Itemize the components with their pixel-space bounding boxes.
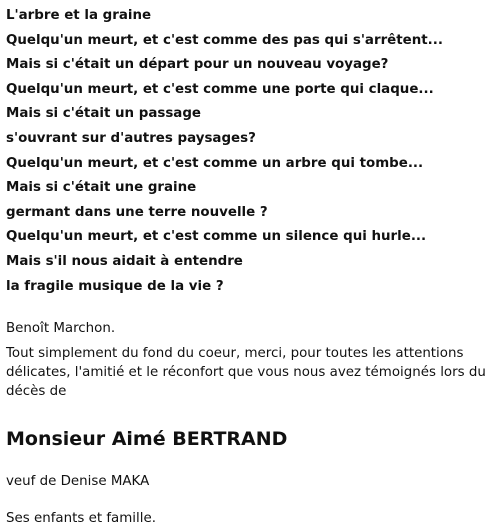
- poem-line: Mais si c'était un départ pour un nouveau voyage?: [6, 57, 389, 73]
- poem-line: Mais s'il nous aidait à entendre: [6, 253, 243, 269]
- poem-line: la fragile musique de la vie ?: [6, 278, 224, 294]
- poem-line: s'ouvrant sur d'autres paysages?: [6, 130, 256, 146]
- widow-line: veuf de Denise MAKA: [6, 474, 150, 490]
- poem: [6, 4, 494, 299]
- poem-line: Mais si c'était une graine: [6, 180, 197, 196]
- poem-line: germant dans une terre nouvelle ?: [6, 204, 268, 220]
- poem-line: Quelqu'un meurt, et c'est comme un arbre qui tombe...: [6, 155, 424, 171]
- poem-line: Quelqu'un meurt, et c'est comme une porte qui claque...: [6, 81, 434, 97]
- deceased-name: Monsieur Aimé BERTRAND: [6, 428, 288, 451]
- poem-line: Mais si c'était un passage: [6, 106, 202, 122]
- notice-page: [6, 4, 494, 528]
- poem-author: Benoît Marchon.: [6, 321, 116, 337]
- poem-line: L'arbre et la graine: [6, 8, 152, 23]
- poem-line: Quelqu'un meurt, et c'est comme un silence qui hurle...: [6, 229, 427, 245]
- family-signature: Ses enfants et famille.: [6, 511, 156, 527]
- thanks-message: Tout simplement du fond du coeur, merci, pour toutes les attentions délicates, l'amitié et le réconfort que vous nous avez témoignés lors du décès de: [6, 346, 486, 400]
- poem-line: Quelqu'un meurt, et c'est comme des pas qui s'arrêtent...: [6, 32, 443, 48]
